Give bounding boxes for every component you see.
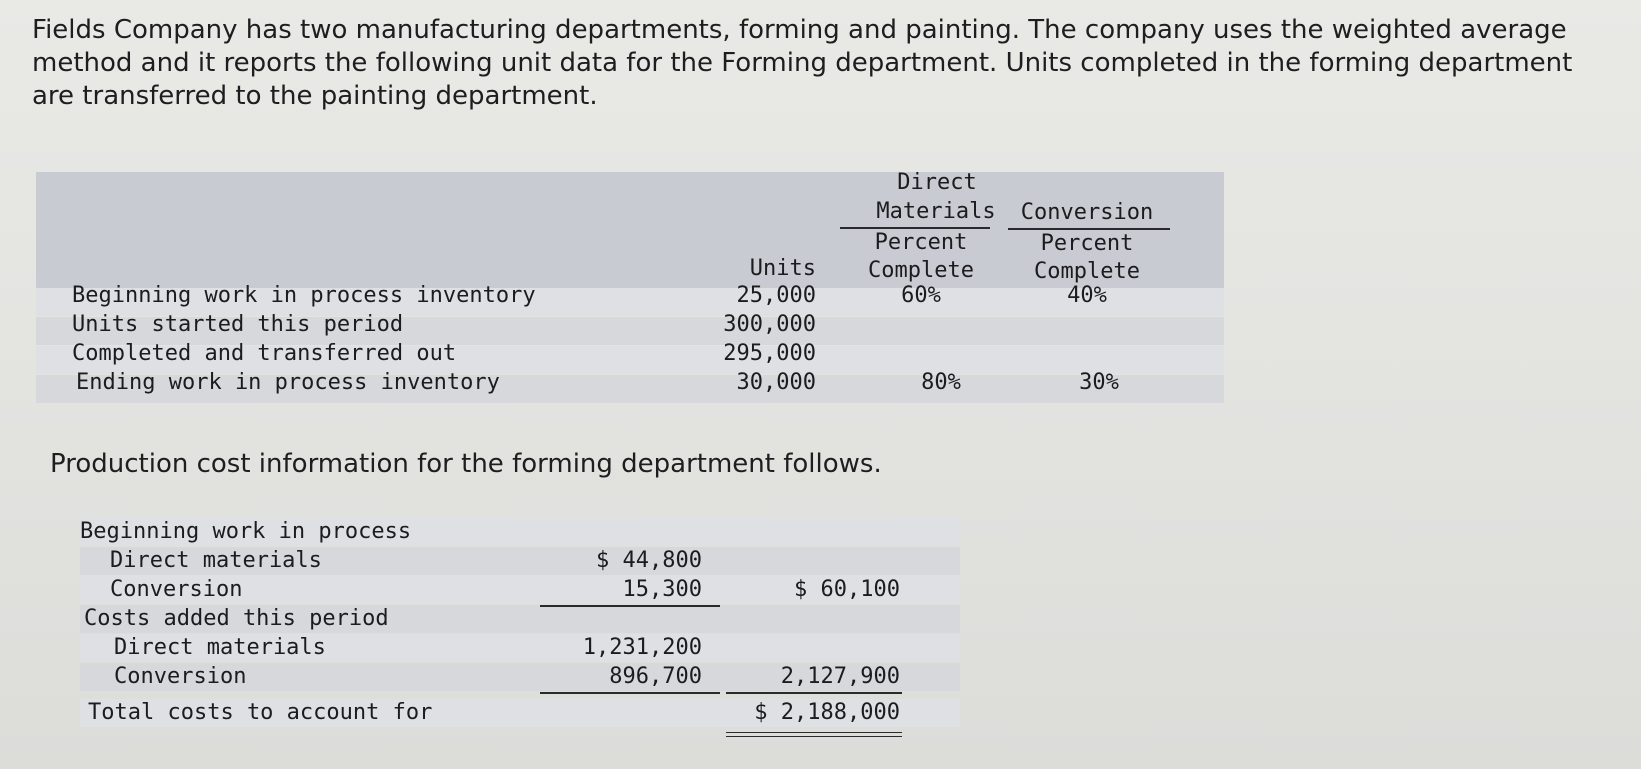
intro-paragraph: Fields Company has two manufacturing departments, forming and painting. The company uses the weighted average method and it reports the following unit data for the Forming department. Units completed in the forming department are transferred to the painting department. <box>32 15 1573 111</box>
header-dm-percent: Percent <box>874 230 968 255</box>
unit-data-table <box>36 168 1224 424</box>
header-direct: Direct <box>897 170 977 195</box>
unit-row-label: Completed and transferred out <box>72 341 457 366</box>
cost-total-value: $ 2,188,000 <box>754 700 900 725</box>
cost-table <box>80 518 960 748</box>
cost-row-label: Conversion <box>110 577 243 602</box>
cost-col2-subtotal-rule <box>726 692 902 694</box>
cost-col1-subtotal-rule <box>540 605 720 607</box>
header-dm-complete: Complete <box>868 258 974 283</box>
cost-row-label: Conversion <box>114 664 247 689</box>
cost-col1-value: 15,300 <box>622 577 702 602</box>
unit-row-units: 30,000 <box>736 370 816 395</box>
unit-row-conv-percent: 40% <box>1067 283 1107 308</box>
cost-col1-value: 1,231,200 <box>582 635 702 660</box>
cost-section-intro: Production cost information for the forming department follows. <box>50 449 882 479</box>
header-conv-complete: Complete <box>1034 259 1140 284</box>
header-conversion: Conversion <box>1020 200 1154 225</box>
header-conv-percent: Percent <box>1040 231 1134 256</box>
cost-row-label: Costs added this period <box>84 606 389 631</box>
unit-row-label: Beginning work in process inventory <box>72 283 536 308</box>
unit-row-units: 25,000 <box>736 283 816 308</box>
cost-total-double-rule-top <box>726 732 902 733</box>
cost-row-label: Total costs to account for <box>88 700 433 725</box>
cost-total-double-rule-bottom <box>726 736 902 737</box>
cost-col2-value: 2,127,900 <box>780 664 900 689</box>
unit-row-label: Ending work in process inventory <box>76 370 500 395</box>
cost-col2-value: $ 60,100 <box>794 577 900 602</box>
header-units: Units <box>749 256 816 281</box>
header-materials: Materials <box>876 199 996 224</box>
cost-row-label: Beginning work in process <box>80 519 412 544</box>
cost-row-label: Direct materials <box>114 635 326 660</box>
unit-row-conv-percent: 30% <box>1079 370 1119 395</box>
unit-row-units: 295,000 <box>723 341 816 366</box>
cost-col1-subtotal-rule <box>540 692 720 694</box>
cost-col1-value: $ 44,800 <box>596 548 702 573</box>
cost-row-label: Direct materials <box>110 548 322 573</box>
unit-row-dm-percent: 80% <box>921 370 961 395</box>
unit-row-units: 300,000 <box>723 312 816 337</box>
unit-row-dm-percent: 60% <box>901 283 941 308</box>
cost-col1-value: 896,700 <box>609 664 702 689</box>
unit-row-label: Units started this period <box>72 312 404 337</box>
